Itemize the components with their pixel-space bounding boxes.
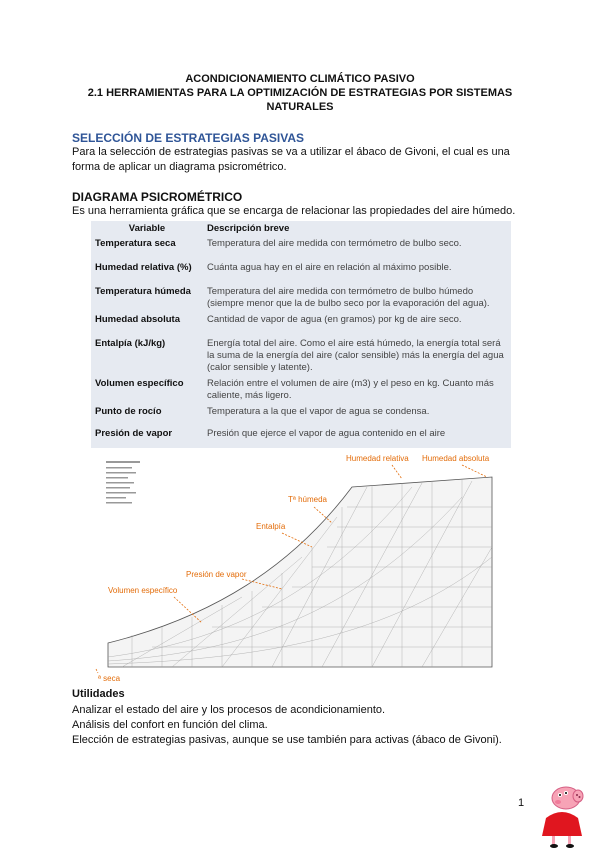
utilidades-item-1: Analizar el estado del aire y los procesos de acondicionamiento. bbox=[72, 704, 386, 716]
title-line-3: NATURALES bbox=[266, 101, 334, 113]
table-cell-descripcion: Relación entre el volumen de aire (m3) y el peso en kg. Cuanto más caliente, más ligero. bbox=[207, 378, 494, 401]
table-row bbox=[91, 260, 511, 284]
table-cell-descripcion: Temperatura del aire medida con termómetro de bulbo húmedo (siempre menor que la de bulbo seco por la evaporación del agua). bbox=[207, 286, 490, 309]
table-cell-variable: Humedad absoluta bbox=[95, 314, 180, 325]
table-row bbox=[91, 336, 511, 376]
table-cell-variable: Volumen específico bbox=[95, 378, 184, 389]
table-row bbox=[91, 426, 511, 448]
table-cell-descripcion: Cuánta agua hay en el aire en relación al máximo posible. bbox=[207, 262, 452, 273]
utilidades-item-3: Elección de estrategias pasivas, aunque se use también para activas (ábaco de Givoni). bbox=[72, 734, 502, 746]
seleccion-text: Para la selección de estrategias pasivas se va a utilizar el ábaco de Givoni, el cual es una forma de aplicar un diagrama psicrométrico. bbox=[72, 146, 510, 173]
table-cell-descripcion: Energía total del aire. Como el aire está húmedo, la energía total será la suma de la energía del aire (calor sensible) más la energía del agua (calor sensible y latente). bbox=[207, 338, 504, 373]
table-row bbox=[91, 376, 511, 404]
table-cell-descripcion: Presión que ejerce el vapor de agua contenido en el aire bbox=[207, 428, 446, 439]
page-number: 1 bbox=[518, 797, 525, 809]
table-header-descripcion: Descripción breve bbox=[207, 223, 290, 234]
document-title bbox=[60, 72, 540, 114]
table-cell-descripcion: Cantidad de vapor de agua (en gramos) por kg de aire seco. bbox=[207, 314, 462, 325]
table-header-variable: Variable bbox=[128, 223, 166, 234]
table-cell-variable: Punto de rocío bbox=[95, 406, 162, 417]
label-t-humeda: Tª húmeda bbox=[288, 495, 327, 504]
utilidades-heading: Utilidades bbox=[72, 688, 125, 700]
title-line-2: 2.1 HERRAMIENTAS PARA LA OPTIMIZACIÓN DE ESTRATEGIAS POR SISTEMAS bbox=[87, 87, 513, 99]
table-cell-variable: Presión de vapor bbox=[95, 428, 173, 439]
table-row bbox=[91, 236, 511, 260]
table-row bbox=[91, 404, 511, 426]
table-header-row bbox=[91, 221, 511, 236]
title-line-1: ACONDICIONAMIENTO CLIMÁTICO PASIVO bbox=[185, 73, 415, 85]
psychrometric-chart bbox=[92, 447, 512, 687]
label-entalpia: Entalpía bbox=[256, 522, 286, 531]
table-row bbox=[91, 284, 511, 312]
chart-legend-block bbox=[106, 461, 140, 504]
variables-table bbox=[91, 221, 511, 448]
peppa-pig-sticker bbox=[536, 780, 588, 848]
table-cell-variable: Entalpía (kJ/kg) bbox=[95, 338, 166, 349]
table-cell-variable: Temperatura húmeda bbox=[95, 286, 191, 297]
diagrama-heading: DIAGRAMA PSICROMÉTRICO bbox=[72, 190, 243, 204]
diagrama-text: Es una herramienta gráfica que se encarga de relacionar las propiedades del aire húmedo. bbox=[72, 205, 516, 217]
table-cell-variable: Temperatura seca bbox=[95, 238, 176, 249]
table-cell-variable: Humedad relativa (%) bbox=[95, 262, 192, 273]
table-cell-descripcion: Temperatura del aire medida con termómetro de bulbo seco. bbox=[207, 238, 462, 249]
utilidades-item-2: Análisis del confort en función del clima. bbox=[72, 719, 268, 731]
table-row bbox=[91, 312, 511, 336]
table-cell-descripcion: Temperatura a la que el vapor de agua se condensa. bbox=[207, 406, 430, 417]
label-humedad-relativa: Humedad relativa bbox=[346, 454, 409, 463]
label-presion-vapor: Presión de vapor bbox=[186, 570, 247, 579]
saturation-curve bbox=[108, 477, 492, 667]
label-t-seca: ª seca bbox=[98, 674, 121, 683]
label-humedad-absoluta: Humedad absoluta bbox=[422, 454, 490, 463]
label-volumen-especifico: Volumen específico bbox=[108, 586, 178, 595]
seleccion-heading: SELECCIÓN DE ESTRATEGIAS PASIVAS bbox=[72, 131, 305, 145]
